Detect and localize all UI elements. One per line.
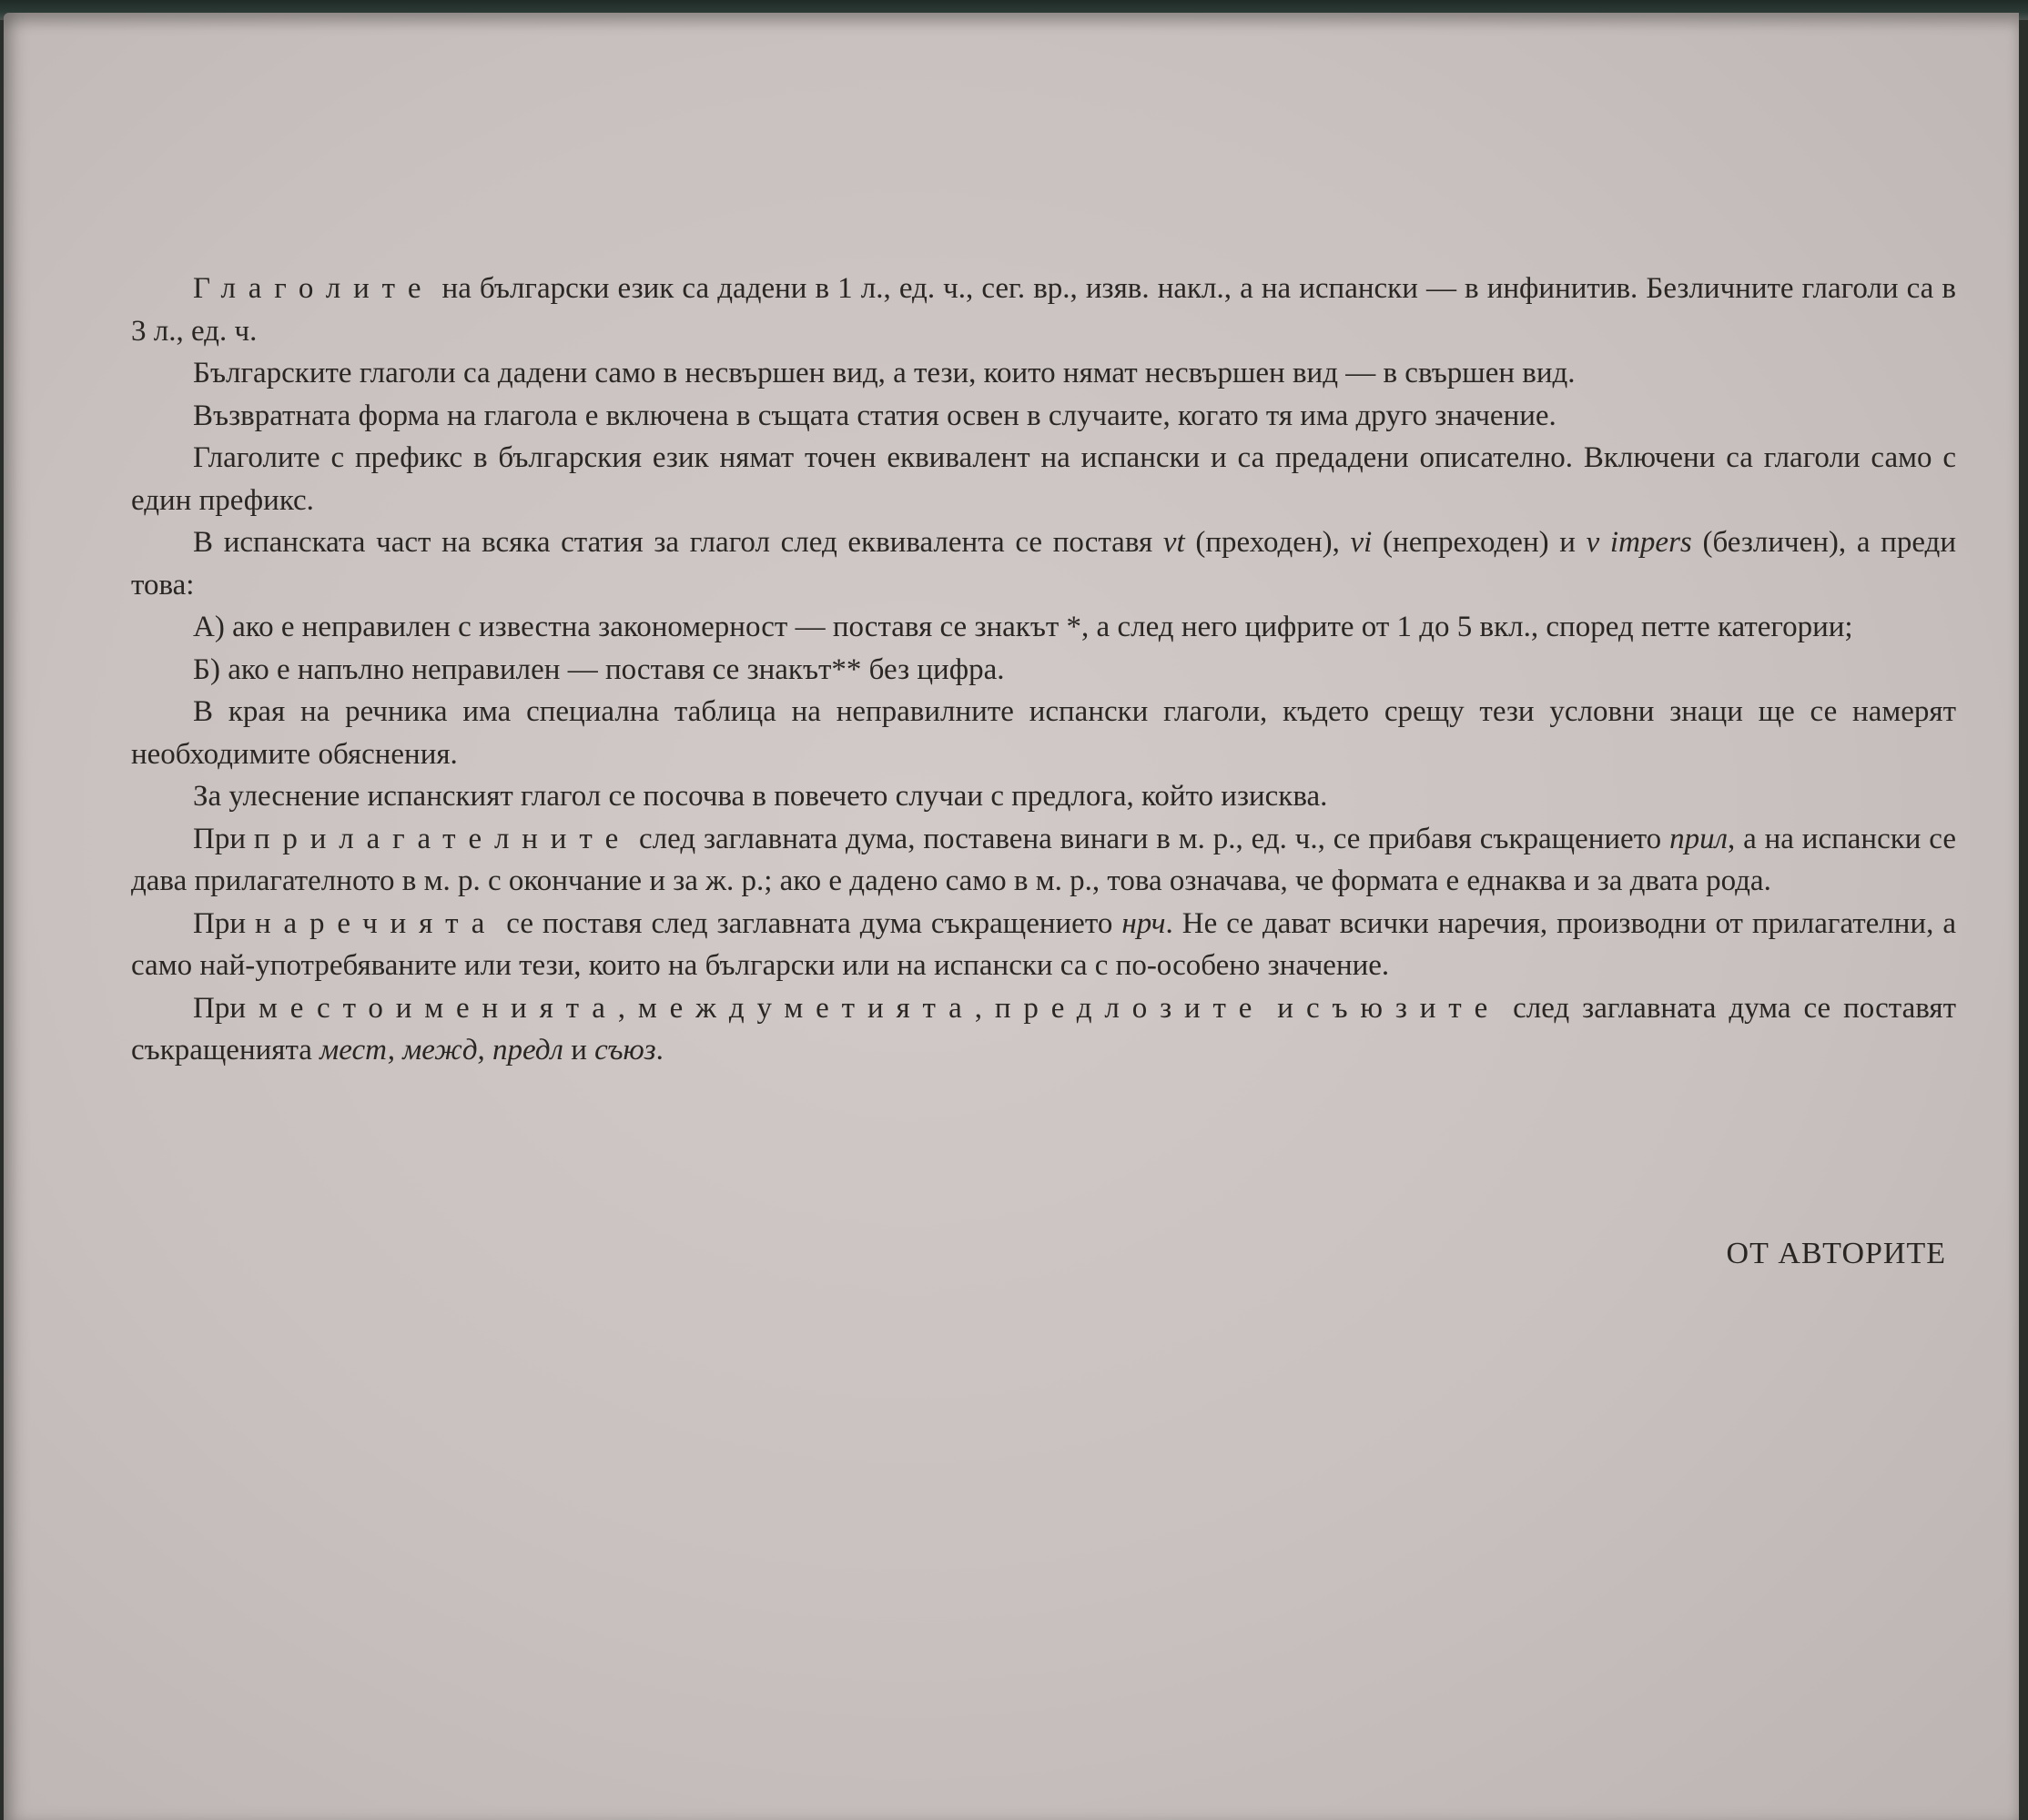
abbrev-pril: прил	[1669, 822, 1728, 855]
spaced-term: Глаголите	[193, 272, 434, 305]
abbrev-vi: vi	[1350, 526, 1373, 559]
paragraph-text: (преходен),	[1184, 526, 1351, 559]
spaced-term: прилагателните	[253, 822, 632, 855]
paragraph-text: , а на испански се дава прилагателното в м. р. с окончание и за ж. р.; ако е дадено само в м. р., това означава, че формата е еднаква и за двата рода.	[131, 822, 1956, 897]
paragraph-text: .	[655, 1034, 664, 1067]
abbrev-vt: vt	[1162, 526, 1185, 559]
paragraph-text: на български език са дадени в 1 л., ед. ч., сег. вр., изяв. накл., а на испански — в инфинитив. Безличните глаголи са в 3 л., ед. ч.	[131, 272, 1956, 348]
book-page	[4, 13, 2019, 1820]
spaced-term: междуметията,	[637, 991, 995, 1025]
paragraph-text: и	[1264, 991, 1306, 1025]
paragraph-text: При	[193, 822, 254, 855]
paragraph-prefix: Глаголите с префикс в българския език нямат точен еквивалент на испански и са предадени описателно. Включени са глаголи само с един префикс.	[131, 441, 1956, 517]
paragraph-text: след заглавната дума, поставена винаги в м. р., ед. ч., се прибавя съкращението	[631, 822, 1670, 855]
spaced-term: предлозите	[994, 991, 1265, 1025]
abbrev-suyuz: съюз	[594, 1034, 656, 1067]
paragraph-text: (непреходен) и	[1372, 526, 1587, 559]
paragraph-text: При	[193, 906, 256, 940]
paragraph-text: . Не се дават всички наречия, производни от прилагателни, а само най-употребяваните или тези, които на български или на испански са с по-особено значение.	[131, 906, 1956, 982]
paragraph-adjectives	[131, 818, 1956, 903]
abbrev-list: мест, межд, предл	[319, 1034, 563, 1067]
preface-text	[131, 268, 1956, 1072]
authors-signature: ОТ АВТОРИТЕ	[1726, 1237, 1946, 1270]
paragraph-text: В испанската част на всяка статия за глагол след еквивалента се поставя	[193, 526, 1163, 559]
abbrev-nrch: нрч	[1121, 906, 1166, 940]
paragraph-text: (безличен), а преди това:	[131, 526, 1956, 602]
paragraph-pronouns	[131, 987, 1956, 1072]
paragraph-text: след заглавната дума се поставят съкращенията	[131, 991, 1956, 1067]
paragraph-text: При	[193, 991, 259, 1025]
spaced-term: местоименията,	[258, 991, 638, 1025]
paragraph-preposition: За улеснение испанският глагол се посочва в повечето случаи с предлога, който изисква.	[193, 780, 1328, 813]
paragraph-aspect: Българските глаголи са дадени само в несвършен вид, а тези, които нямат несвършен вид — в свършен вид.	[193, 357, 1576, 389]
spaced-term: наречията	[255, 906, 498, 940]
paragraph-rule-b: Б) ако е напълно неправилен — поставя се знакът** без цифра.	[193, 652, 1005, 686]
paragraph-text: се поставя след заглавната дума съкращението	[497, 906, 1122, 940]
spaced-term: съюзите	[1305, 991, 1501, 1025]
paragraph-spanish-part	[131, 521, 1956, 606]
paragraph-reflexive: Възвратната форма на глагола е включена в същата статия освен в случаите, когато тя има друго значение.	[193, 399, 1556, 432]
paragraph-verbs	[131, 268, 1956, 352]
paragraph-text: и	[563, 1034, 595, 1067]
abbrev-v-impers: v impers	[1586, 526, 1692, 559]
paragraph-rule-a: А) ако е неправилен с известна закономерност — поставя се знакът *, а след него цифрите от 1 до 5 вкл., според петте категории;	[193, 611, 1853, 643]
paragraph-adverbs	[131, 903, 1956, 987]
paragraph-table: В края на речника има специална таблица на неправилните испански глаголи, където срещу тези условни знаци ще се намерят необходимите обяснения.	[131, 695, 1956, 771]
